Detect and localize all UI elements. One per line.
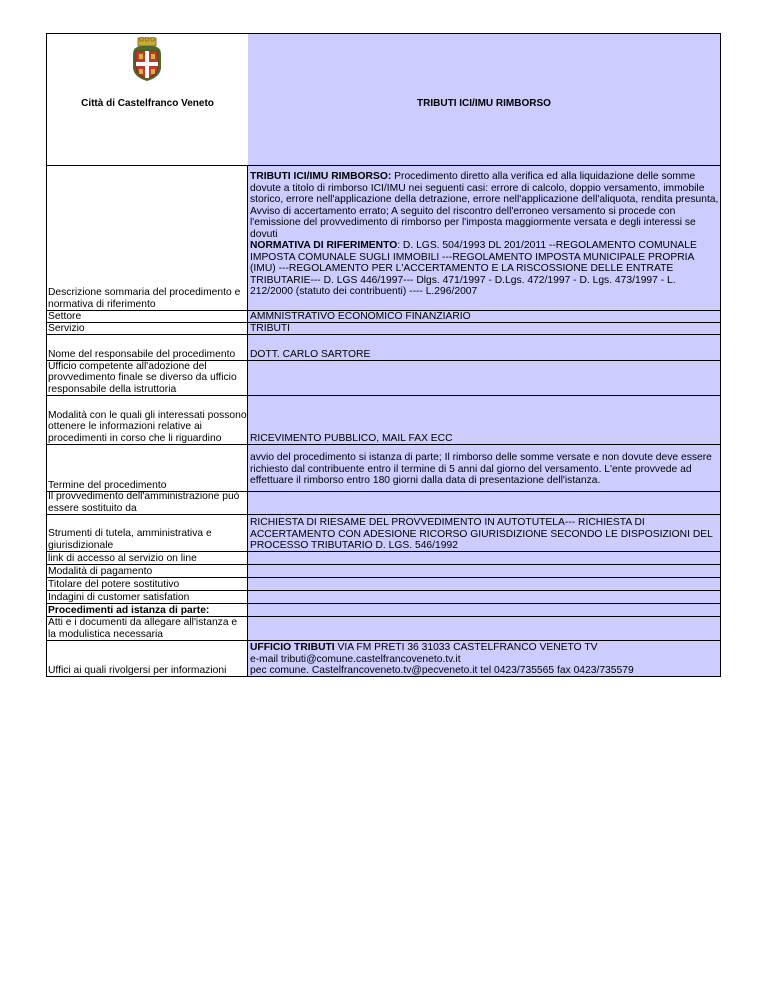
sheet-header — [46, 33, 721, 166]
row-ufficio-competente — [46, 361, 721, 396]
modalita-text: RICEVIMENTO PUBBLICO, MAIL FAX ECC — [250, 432, 453, 444]
label-indagini: Indagini di customer satisfation — [48, 591, 190, 603]
row-settore — [46, 311, 721, 323]
value-modalita-informazioni — [247, 396, 720, 444]
normativa-text: : D. LGS. 504/1993 DL 201/2011 --REGOLAMENTO COMUNALE IMPOSTA COMUNALE SUGLI IMMOBILI ---REGOLAMENTO IMPOSTA MUNICIPALE PROPRIA (IMU) ---REGOLAMENTO PER L'ACCERTAMENTO E LA RISCOSSIONE DELLE ENTRATE TRIBUTARIE--- D. LGS 446/1997--- Dlgs. 471/1997 - D.Lgs. 472/1997 - D. Lgs. 473/1997 - L. 212/2000 (statuto dei contribuenti) ---- L.296/2007 — [250, 240, 697, 297]
ufficio-tributi-lead: UFFICIO TRIBUTI — [250, 642, 335, 653]
descrizione-text: Procedimento diretto alla verifica ed alla liquidazione delle somme dovute a titolo di rimborso ICI/IMU nei seguenti casi: errore di calcolo, doppio versamento, immobile storico, errore nell'applicazione della detrazione, errore nell'applicazione dell'aliquota, rendita presunta, Avviso di accertamento errato; A seguito del riscontro dell'erroneo versamento si procede con l'emissione del provvedimento di rimborso per l'imposta maggiormente versata e degli interessi se dovuti — [250, 171, 719, 240]
title-cell — [248, 34, 720, 165]
label-provvedimento: Il provvedimento dell'amministrazione può essere sostituito da — [48, 491, 240, 514]
normativa-lead: NORMATIVA DI RIFERIMENTO — [250, 240, 398, 251]
value-servizio: TRIBUTI — [247, 323, 720, 334]
ufficio-address: VIA FM PRETI 36 31033 CASTELFRANCO VENETO TV — [334, 642, 598, 653]
label-responsabile: Nome del responsabile del procedimento — [48, 348, 236, 360]
value-link-servizio — [247, 552, 720, 564]
descrizione-lead: TRIBUTI ICI/IMU RIMBORSO: — [250, 171, 392, 182]
label-istanza-parte: Procedimenti ad istanza di parte: — [48, 604, 210, 616]
value-indagini — [247, 591, 720, 603]
value-strumenti-tutela: RICHIESTA DI RIESAME DEL PROVVEDIMENTO IN AUTOTUTELA--- RICHIESTA DI ACCERTAMENTO CON ADESIONE RICORSO GIURISDIZIONE SECONDO LE DISPOSIZIONI DEL PROCESSO TRIBUTARIO D. LGS. 546/1992 — [247, 515, 720, 551]
row-indagini — [46, 591, 721, 604]
row-descrizione — [46, 166, 721, 311]
city-name: Città di Castelfranco Veneto — [81, 98, 214, 109]
row-istanza-parte — [46, 604, 721, 617]
city-cell — [47, 34, 249, 165]
ufficio-pec-tel-fax: pec comune. Castelfrancoveneto.tv@pecveneto.it tel 0423/735565 fax 0423/735579 — [250, 665, 634, 676]
row-termine — [46, 445, 721, 492]
value-titolare — [247, 578, 720, 590]
procedure-sheet — [46, 33, 721, 677]
city-crest-icon — [131, 37, 163, 83]
label-uffici-informazioni: Uffici ai quali rivolgersi per informazioni — [48, 664, 227, 676]
row-titolare — [46, 578, 721, 591]
label-pagamento: Modalità di pagamento — [48, 565, 153, 577]
label-termine: Termine del procedimento — [48, 479, 167, 491]
value-uffici-informazioni — [247, 641, 720, 676]
value-termine: avvio del procedimento si istanza di parte; Il rimborso delle somme versate e non dovute deve essere richiesto dal contribuente entro il termine di 5 anni dal giorno del versamento. L'ente provvede ad effettuare il rimborso entro 180 giorni dalla data di presentazione dell'istanza. — [247, 445, 720, 491]
label-descrizione: Descrizione sommaria del procedimento e normativa di riferimento — [48, 287, 241, 310]
label-settore: Settore — [48, 310, 82, 322]
document-title: TRIBUTI ICI/IMU RIMBORSO — [417, 98, 551, 109]
label-ufficio-competente: Ufficio competente all'adozione del provvedimento finale se diverso da ufficio responsabile della istruttoria — [48, 360, 237, 395]
value-pagamento — [247, 565, 720, 577]
label-servizio: Servizio — [48, 322, 85, 334]
row-modalita-informazioni — [46, 396, 721, 445]
value-provvedimento — [247, 492, 720, 514]
row-link-servizio — [46, 552, 721, 565]
row-servizio — [46, 323, 721, 335]
value-settore: AMMNISTRATIVO ECONOMICO FINANZIARIO — [247, 311, 720, 322]
value-descrizione — [247, 166, 720, 310]
ufficio-email: e-mail tributi@comune.castelfrancoveneto.tv.it — [250, 653, 461, 665]
row-strumenti-tutela — [46, 515, 721, 552]
row-provvedimento — [46, 492, 721, 515]
row-responsabile — [46, 335, 721, 361]
value-ufficio-competente — [247, 361, 720, 395]
label-titolare: Titolare del potere sostitutivo — [48, 578, 180, 590]
row-uffici-informazioni — [46, 641, 721, 677]
responsabile-name: DOTT. CARLO SARTORE — [250, 348, 371, 360]
row-pagamento — [46, 565, 721, 578]
label-strumenti-tutela: Strumenti di tutela, amministrativa e giurisdizionale — [48, 528, 212, 551]
label-modalita-informazioni: Modalità con le quali gli interessati possono ottenere le informazioni relative ai procedimenti in corso che li riguardino — [48, 409, 247, 444]
value-istanza-parte — [247, 604, 720, 616]
value-atti-documenti — [247, 617, 720, 640]
label-link-servizio: link di accesso al servizio on line — [48, 552, 197, 564]
row-atti-documenti — [46, 617, 721, 641]
value-responsabile — [247, 335, 720, 360]
label-atti-documenti: Atti e i documenti da allegare all'istanza e la modulistica necessaria — [48, 617, 238, 640]
